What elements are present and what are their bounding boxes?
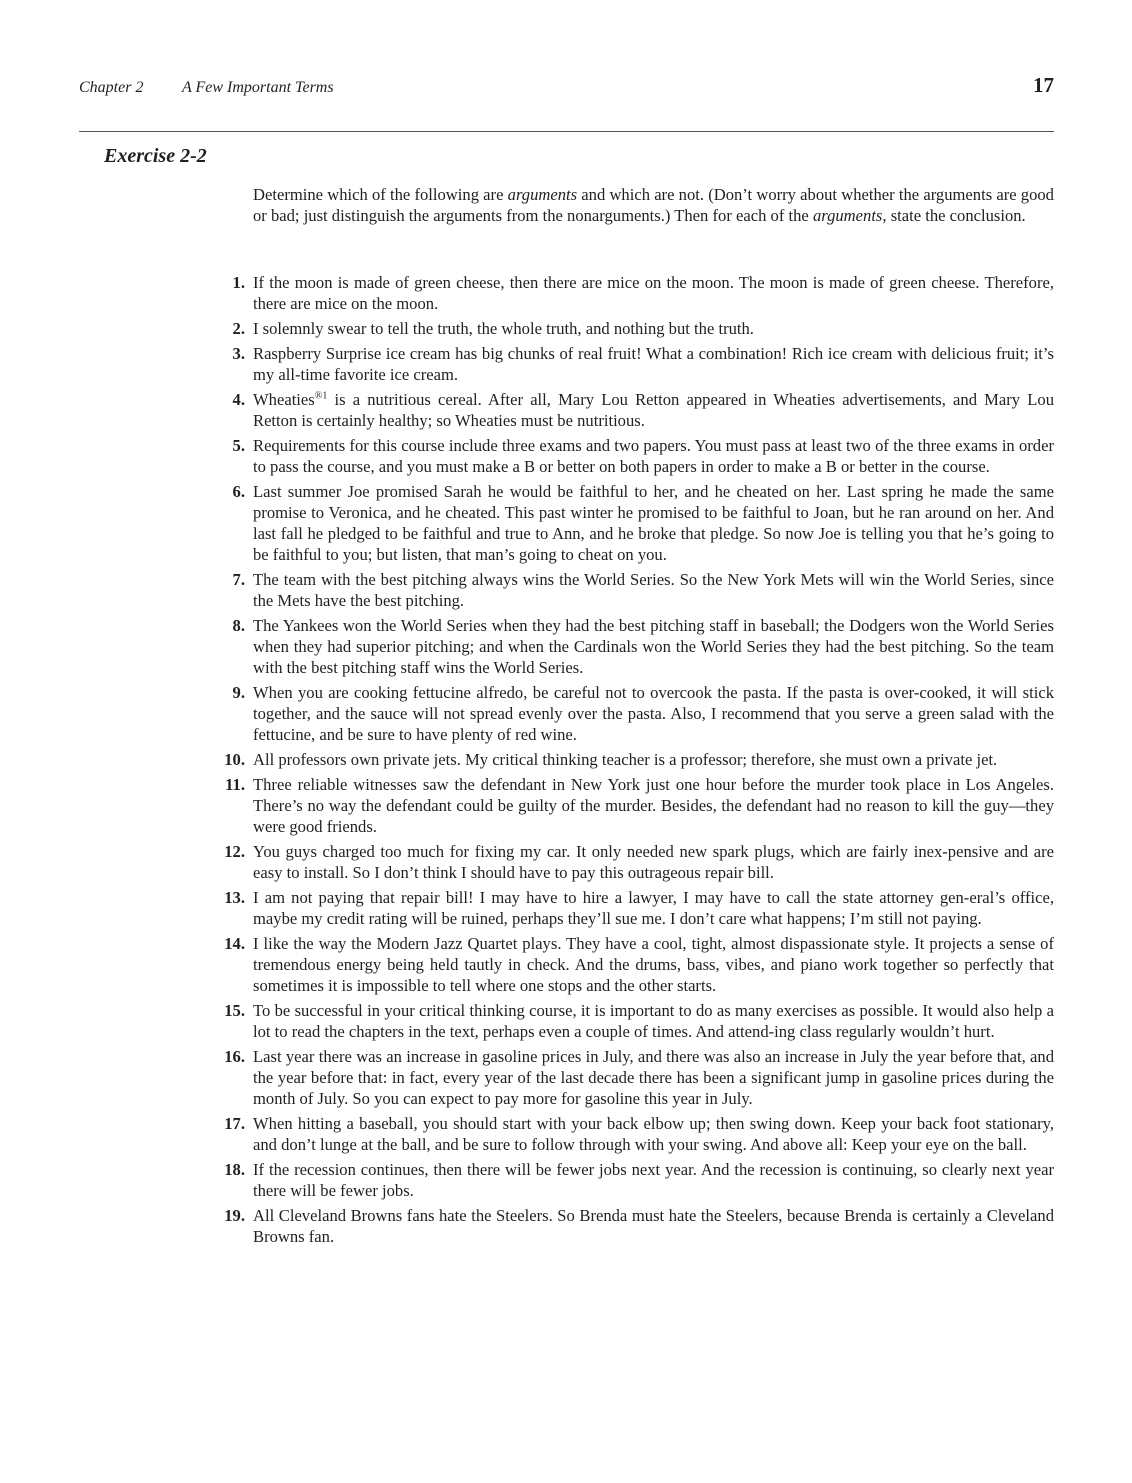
item-text-body: You guys charged too much for fixing my car. It only needed new spark plugs, which are fairly inex-pensive and are easy to install. So I don’t think I should have to pay this outrageous repair bill. <box>253 842 1054 882</box>
item-number: 19. <box>224 1206 245 1225</box>
item-text <box>253 319 754 338</box>
item-number: 9. <box>232 683 245 702</box>
exercise-item <box>224 1000 1054 1042</box>
exercise-item <box>224 1113 1054 1155</box>
item-text <box>253 750 997 769</box>
item-text-body: I solemnly swear to tell the truth, the whole truth, and nothing but the truth. <box>253 319 754 338</box>
item-number: 12. <box>224 842 245 861</box>
item-text-body: If the recession continues, then there will be fewer jobs next year. And the recession is continuing, so clearly next year there will be fewer jobs. <box>253 1160 1054 1200</box>
item-text-body: Requirements for this course include three exams and two papers. You must pass at least two of the three exams in order to pass the course, and you must make a B or better on both papers in order to make a B or better in the course. <box>253 436 1054 476</box>
item-text-body: To be successful in your critical thinking course, it is important to do as many exercises as possible. It would also help a lot to read the chapters in the text, perhaps even a couple of times. And attend-ing class regularly wouldn’t hurt. <box>253 1001 1054 1041</box>
item-text <box>253 482 1054 564</box>
item-number: 4. <box>232 390 245 409</box>
item-text <box>253 934 1054 995</box>
item-number: 10. <box>224 750 245 769</box>
exercise-item <box>224 1205 1054 1247</box>
header-rule <box>79 131 1054 132</box>
item-text-body: Last summer Joe promised Sarah he would be faithful to her, and he cheated on her. Last spring he made the same promise to Veronica, and he cheated. This past winter he promised to be faithful to Joan, but he ran around on her. And last fall he pledged to be faithful and true to Ann, and he broke that pledge. So now Joe is telling you that he’s going to be faithful to you; but listen, that man’s going to cheat on you. <box>253 482 1054 564</box>
exercise-item <box>232 569 1054 611</box>
exercise-item <box>232 389 1054 431</box>
item-text-body: Raspberry Surprise ice cream has big chunks of real fruit! What a combination! Rich ice cream with delicious fruit; it’s my all-time favorite ice cream. <box>253 344 1054 384</box>
exercise-title: Exercise 2-2 <box>104 145 207 167</box>
instructions-text: and which are not. (Don’t worry about whether the arguments are good or bad; just distinguish the arguments from the nonarguments.) Then for each of the <box>253 185 1054 225</box>
item-number: 17. <box>224 1114 245 1133</box>
item-text-body: The team with the best pitching always wins the World Series. So the New York Mets will win the World Series, since the Mets have the best pitching. <box>253 570 1054 610</box>
chapter-title: A Few Important Terms <box>182 79 334 96</box>
item-text-body: The Yankees won the World Series when they had the best pitching staff in baseball; the Dodgers won the World Series when they had superior pitching; and when the Cardinals won the World Series they had the best pitching. So the team with the best pitching staff wins the World Series. <box>253 616 1054 677</box>
item-number: 3. <box>232 344 245 363</box>
exercise-item <box>224 1159 1054 1201</box>
item-number: 8. <box>232 616 245 635</box>
item-text <box>253 616 1054 677</box>
item-text-body: I like the way the Modern Jazz Quartet plays. They have a cool, tight, almost dispassionate style. It projects a sense of tremendous energy being held tautly in check. And the drums, bass, vibes, and piano work together so perfectly that sometimes it is impossible to tell where one stops and the other starts. <box>253 934 1054 995</box>
exercise-item <box>232 481 1054 565</box>
exercise-instructions <box>253 184 1054 226</box>
item-text <box>253 842 1054 882</box>
exercise-item <box>232 682 1054 745</box>
exercise-item <box>232 615 1054 678</box>
item-text-body: I am not paying that repair bill! I may have to hire a lawyer, I may have to call the state attorney gen-eral’s office, maybe my credit rating will be ruined, perhaps they’ll sue me. I don’t care what happens; I’m still not paying. <box>253 888 1054 928</box>
item-text-body: All professors own private jets. My critical thinking teacher is a professor; therefore, she must own a private jet. <box>253 750 998 769</box>
item-text-body: When you are cooking fettucine alfredo, be careful not to overcook the pasta. If the pasta is over-cooked, it will stick together, and the sauce will not spread evenly over the pasta. Also, I recommend that you serve a green salad with the fettucine, and be sure to have plenty of red wine. <box>253 683 1054 744</box>
instructions-text: , state the conclusion. <box>882 206 1026 225</box>
instructions-emphasis: arguments <box>507 185 578 204</box>
exercise-item <box>224 841 1054 883</box>
item-text <box>253 1206 1054 1246</box>
item-text <box>253 1001 1054 1041</box>
item-text <box>253 273 1054 313</box>
item-number: 6. <box>232 482 245 501</box>
exercise-item-list <box>224 272 1054 1251</box>
chapter-label: Chapter 2 <box>79 79 144 96</box>
exercise-item <box>224 1046 1054 1109</box>
item-text-prefix: Wheaties <box>253 390 315 409</box>
item-number: 11. <box>225 775 245 794</box>
item-text-body: All Cleveland Browns fans hate the Steelers. So Brenda must hate the Steelers, because Brenda is certainly a Cleveland Browns fan. <box>253 1206 1054 1246</box>
item-text <box>253 683 1054 744</box>
item-text <box>253 1114 1054 1154</box>
item-text <box>253 344 1054 384</box>
exercise-item <box>232 318 1054 339</box>
item-number: 5. <box>232 436 245 455</box>
instructions-emphasis: arguments <box>812 206 883 225</box>
item-number: 1. <box>232 273 245 292</box>
item-number: 13. <box>224 888 245 907</box>
item-text <box>253 436 1054 476</box>
item-number: 16. <box>224 1047 245 1066</box>
item-text <box>253 1047 1054 1108</box>
exercise-item <box>224 749 1054 770</box>
item-text <box>253 775 1054 836</box>
item-number: 7. <box>232 570 245 589</box>
trademark-footnote-mark: ®1 <box>314 390 328 402</box>
item-text-body: If the moon is made of green cheese, then there are mice on the moon. The moon is made of green cheese. Therefore, there are mice on the moon. <box>253 273 1054 313</box>
running-head <box>79 73 1054 102</box>
exercise-item <box>224 887 1054 929</box>
instructions-text: Determine which of the following are <box>253 185 508 204</box>
item-text-body: When hitting a baseball, you should start with your back elbow up; then swing down. Keep your back foot stationary, and don’t lunge at the ball, and be sure to follow through with your swing. And above all: Keep your eye on the ball. <box>253 1114 1054 1154</box>
item-number: 18. <box>224 1160 245 1179</box>
item-text <box>253 888 1054 928</box>
item-text-body: Last year there was an increase in gasoline prices in July, and there was also an increase in July the year before that, and the year before that: in fact, every year of the last decade there has been a significant jump in gasoline prices during the month of July. So you can expect to pay more for gasoline this year in July. <box>253 1047 1054 1108</box>
exercise-item <box>225 774 1054 837</box>
exercise-item <box>232 435 1054 477</box>
item-text <box>253 570 1054 610</box>
exercise-item <box>224 933 1054 996</box>
item-text <box>253 390 1054 430</box>
item-text <box>253 1160 1054 1200</box>
item-number: 2. <box>232 319 245 338</box>
item-text-body: is a nutritious cereal. After all, Mary Lou Retton appeared in Wheaties advertisements, and Mary Lou Retton is certainly healthy; so Wheaties must be nutritious. <box>253 390 1054 430</box>
item-number: 15. <box>224 1001 245 1020</box>
item-text-body: Three reliable witnesses saw the defendant in New York just one hour before the murder took place in Los Angeles. There’s no way the defendant could be guilty of the murder. Besides, the defendant had no reason to kill the guy—they were good friends. <box>253 775 1054 836</box>
exercise-item <box>232 343 1054 385</box>
item-number: 14. <box>224 934 245 953</box>
exercise-item <box>232 272 1054 314</box>
page-number: 17 <box>1033 73 1054 97</box>
